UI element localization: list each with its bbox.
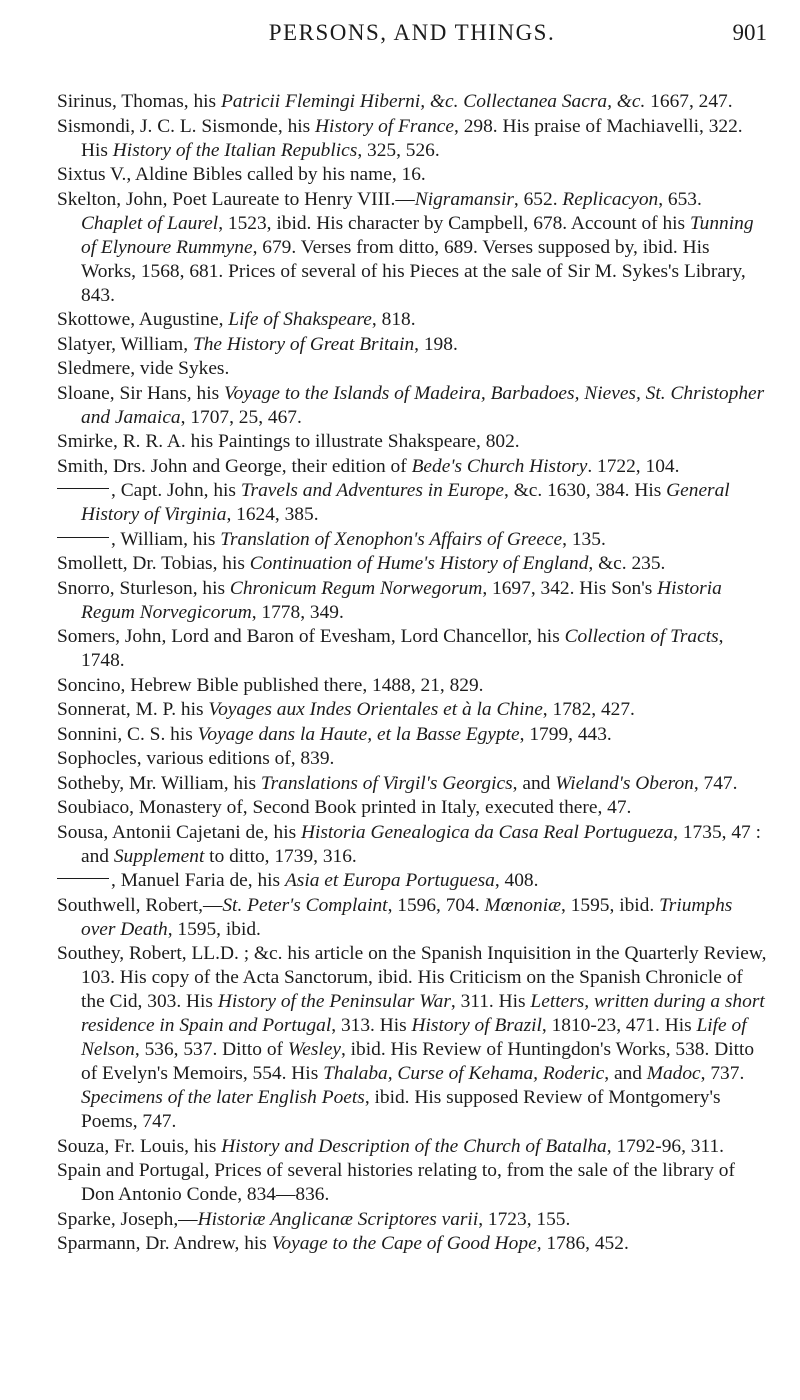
entry-text: Skelton, John, Poet Laureate to Henry VIII.—: [57, 188, 415, 210]
entry-title-text: Patricii Flemingi Hiberni, &c. Collectanea Sacra, &c.: [220, 91, 646, 112]
entry-text: , Manuel Faria de, his: [111, 870, 285, 891]
entry-title-text: General History of Virginia: [81, 480, 730, 525]
entry-text: , 1596, 704.: [387, 894, 485, 916]
entry-title-text: Collection of Tracts: [564, 626, 719, 647]
index-entry-soubiaco: [57, 796, 767, 820]
page-number: 901: [732, 20, 767, 45]
index-entry-sousa-manuel: [57, 869, 767, 893]
entry-text: Sousa, Antonii Cajetani de, his: [57, 821, 301, 843]
running-head: PERSONS, AND THINGS.: [268, 20, 556, 45]
entry-title-text: Specimens of the later English Poets: [81, 1087, 365, 1108]
entry-text: , 1697, 342. His Son's: [482, 577, 658, 599]
entry-title-text: Triumphs over Death: [81, 894, 733, 940]
entry-text: Sixtus V., Aldine Bibles called by his name, 16.: [57, 164, 426, 185]
entry-text: , 1707, 25, 467.: [180, 406, 302, 428]
entry-title-text: Mœnoniæ: [484, 894, 562, 916]
index-entry-sparke: [57, 1208, 767, 1232]
entry-text: , 135.: [562, 528, 606, 550]
entry-text: , 536, 537. Ditto of: [134, 1039, 288, 1060]
entry-text: Skottowe, Augustine,: [57, 309, 229, 330]
entry-text: , and: [512, 772, 556, 794]
entry-text: , 1723, 155.: [478, 1208, 571, 1230]
entry-title-text: History of Brazil: [411, 1015, 542, 1036]
entry-text: Soubiaco, Monastery of, Second Book printed in Italy, executed there, 47.: [57, 797, 632, 818]
entry-text: , 325, 526.: [357, 139, 440, 161]
entry-text: , Capt. John, his: [111, 480, 241, 501]
entry-title-text: Voyages aux Indes Orientales et à la Chine: [208, 699, 543, 720]
entry-text: to ditto, 1739, 316.: [204, 845, 357, 867]
index-entry-somers: [57, 625, 767, 673]
entry-text: , ibid. His supposed Review of Montgomery's Poems, 747.: [81, 1087, 721, 1132]
index-entry-skelton: [57, 188, 767, 308]
entry-title-text: The History of Great Britain: [192, 333, 415, 355]
entry-text: Sledmere, vide Sykes.: [57, 358, 230, 379]
entry-text: Smirke, R. R. A. his Paintings to illustrate Shakspeare, 802.: [57, 431, 520, 452]
entry-text: , 818.: [371, 309, 416, 330]
entry-title-text: History and Description of the Church of Batalha: [221, 1135, 607, 1157]
entry-text: , 313. His: [331, 1015, 412, 1036]
page-header: [57, 20, 767, 56]
index-entry-sixtus: [57, 163, 767, 187]
index-entry-sonnerat: [57, 698, 767, 722]
entry-text: Smith, Drs. John and George, their edition of: [57, 455, 412, 477]
entry-title-text: Voyage to the Cape of Good Hope: [271, 1233, 537, 1254]
entry-text: Sirinus, Thomas, his: [57, 91, 221, 112]
entry-text: , 1810-23, 471. His: [541, 1015, 697, 1036]
entry-text: , 1735, 47 : and: [81, 821, 761, 867]
entry-title-text: Historiæ Anglicanæ Scriptores varii: [197, 1208, 479, 1230]
ditto-dash: [57, 537, 109, 538]
entry-text: Sparmann, Dr. Andrew, his: [57, 1233, 272, 1254]
index-entry-southwell: [57, 894, 767, 942]
entry-title-text: Wieland's Oberon: [555, 772, 694, 794]
entry-title-text: Historia Regum Norvegicorum: [81, 577, 722, 623]
index-entry-smith-john: [57, 479, 767, 527]
entry-text: Snorro, Sturleson, his: [57, 577, 230, 599]
entry-text: . 1722, 104.: [587, 455, 680, 477]
index-entry-sismondi: [57, 115, 767, 163]
entry-text: , 1595, ibid.: [561, 894, 660, 916]
entry-title-text: St. Peter's Complaint: [222, 894, 388, 916]
entry-text: , &c. 235.: [588, 553, 666, 574]
entry-text: Soncino, Hebrew Bible published there, 1488, 21, 829.: [57, 674, 484, 696]
index-entry-sirinus: [57, 90, 767, 114]
entry-title-text: Translations of Virgil's Georgics: [260, 772, 513, 794]
entry-text: Southey, Robert, LL.D. ; &c. his article on the Spanish Inquisition in the Quarterly Review, 103. His copy of the Acta Sanctorum, ibid. His Criticism on the Spanish Chronicle of the Cid, 303. His: [57, 943, 767, 1012]
index-entry-southey: [57, 942, 767, 1134]
entry-title-text: Life of Nelson: [81, 1015, 747, 1060]
entry-title-text: Tunning of Elynoure Rummyne: [81, 212, 754, 258]
index-entry-sloane: [57, 382, 767, 430]
index-entry-sonnini: [57, 723, 767, 747]
entry-text: Smollett, Dr. Tobias, his: [57, 553, 250, 574]
entry-text: Sismondi, J. C. L. Sismonde, his: [57, 115, 316, 137]
entry-text: Sophocles, various editions of, 839.: [57, 748, 335, 769]
index-entry-smith-william: [57, 528, 767, 552]
entry-text: , ibid. His Review of Huntingdon's Works, 538. Ditto of Evelyn's Memoirs, 554. His: [81, 1039, 755, 1084]
entry-text: , 1799, 443.: [519, 723, 612, 745]
index-entry-sophocles: [57, 747, 767, 771]
entry-title-text: Nigramansir: [414, 188, 514, 210]
index-entry-sledmere: [57, 357, 767, 381]
entry-text: Spain and Portugal, Prices of several histories relating to, from the sale of the library of Don Antonio Conde, 834—836.: [57, 1160, 735, 1205]
index-entry-sparmann: [57, 1232, 767, 1256]
entry-text: , 1748.: [81, 626, 724, 671]
entry-title-text: Thalaba, Curse of Kehama, Roderic: [323, 1063, 605, 1084]
entry-text: , 679. Verses from ditto, 689. Verses supposed by, ibid. His Works, 1568, 681. Prices of several of his Pieces at the sale of Sir M. Sykes's Library, 843.: [81, 236, 746, 306]
entry-text: Sparke, Joseph,—: [57, 1208, 198, 1230]
entry-text: Souza, Fr. Louis, his: [57, 1135, 222, 1157]
entry-title-text: Bede's Church History: [411, 455, 588, 477]
entry-text: 1667, 247.: [645, 91, 733, 112]
entry-title-text: Chaplet of Laurel: [81, 212, 219, 234]
entry-title-text: History of the Peninsular War: [217, 991, 451, 1012]
entry-text: Sonnini, C. S. his: [57, 723, 198, 745]
index-entry-smollett: [57, 552, 767, 576]
entry-text: , 1786, 452.: [536, 1233, 629, 1254]
entry-text: Southwell, Robert,—: [57, 894, 223, 916]
entry-text: , 1782, 427.: [542, 699, 635, 720]
entry-text: , 1792-96, 311.: [606, 1135, 724, 1157]
index-entry-souza: [57, 1135, 767, 1159]
entry-title-text: Asia et Europa Portuguesa: [284, 870, 495, 891]
entry-title-text: Wesley: [287, 1039, 341, 1060]
entry-text: Somers, John, Lord and Baron of Evesham, Lord Chancellor, his: [57, 626, 565, 647]
entry-text: , 653.: [658, 188, 702, 210]
ditto-dash: [57, 488, 109, 489]
entry-title-text: Letters, written during a short residence in Spain and Portugal: [81, 991, 765, 1036]
entry-title-text: History of the Italian Republics: [112, 139, 358, 161]
entry-title-text: Voyage to the Islands of Madeira, Barbadoes, Nieves, St. Christopher and Jamaica: [81, 382, 765, 428]
index-entry-smith-drs: [57, 455, 767, 479]
entry-text: , 1523, ibid. His character by Campbell, 678. Account of his: [218, 212, 690, 234]
index-entry-spain: [57, 1159, 767, 1207]
index-entry-slatyer: [57, 333, 767, 357]
entry-title-text: History of France: [315, 115, 454, 137]
entry-text: , 311. His: [450, 991, 531, 1012]
entry-title-text: Travels and Adventures in Europe: [240, 480, 505, 501]
entry-text: Sloane, Sir Hans, his: [57, 382, 224, 404]
entry-text: , and: [604, 1063, 647, 1084]
entry-title-text: Continuation of Hume's History of England: [249, 553, 589, 574]
entry-title-text: Historia Genealogica da Casa Real Portugueza: [300, 821, 674, 843]
entry-text: , 1778, 349.: [251, 601, 344, 623]
index-body: [57, 90, 767, 1257]
index-entry-soncino: [57, 674, 767, 698]
entry-text: Sonnerat, M. P. his: [57, 699, 209, 720]
entry-text: , 1624, 385.: [226, 504, 319, 525]
entry-text: , 1595, ibid.: [167, 918, 261, 940]
entry-text: , 198.: [414, 333, 458, 355]
entry-title-text: Life of Shakspeare: [228, 309, 372, 330]
entry-title-text: Voyage dans la Haute, et la Basse Egypte: [197, 723, 520, 745]
entry-title-text: Chronicum Regum Norwegorum: [229, 577, 483, 599]
entry-text: Sotheby, Mr. William, his: [57, 772, 261, 794]
index-entry-sotheby: [57, 772, 767, 796]
entry-text: , 298. His praise of Machiavelli, 322. His: [81, 115, 743, 161]
index-entry-smirke: [57, 430, 767, 454]
index-entry-sousa-antonii: [57, 821, 767, 869]
index-entry-snorro: [57, 577, 767, 625]
entry-title-text: Madoc: [646, 1063, 701, 1084]
entry-text: , &c. 1630, 384. His: [504, 480, 667, 501]
index-entry-skottowe: [57, 308, 767, 332]
ditto-dash: [57, 878, 109, 879]
entry-text: , William, his: [111, 528, 221, 550]
entry-text: , 408.: [494, 870, 539, 891]
entry-text: , 737.: [700, 1063, 745, 1084]
entry-text: , 652.: [513, 188, 563, 210]
entry-title-text: Replicacyon: [562, 188, 659, 210]
entry-text: Slatyer, William,: [57, 333, 193, 355]
entry-title-text: Supplement: [113, 845, 205, 867]
entry-title-text: Translation of Xenophon's Affairs of Greece: [220, 528, 563, 550]
entry-text: , 747.: [693, 772, 738, 794]
